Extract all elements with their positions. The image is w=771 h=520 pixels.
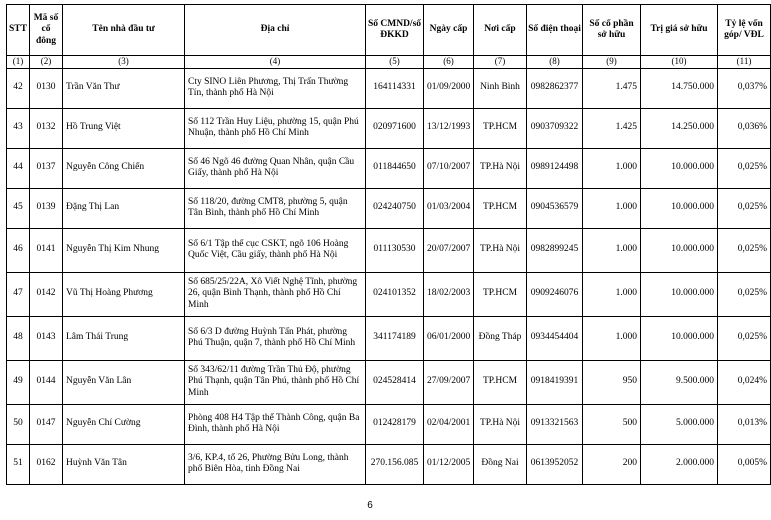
cell-issue-place: Ninh Bình bbox=[474, 68, 527, 108]
cell-value: 9.500.000 bbox=[641, 360, 718, 404]
cell-phone: 0613952052 bbox=[527, 444, 583, 484]
cell-stt: 43 bbox=[7, 108, 30, 148]
cell-id-number: 024101352 bbox=[366, 272, 424, 316]
cell-value: 5.000.000 bbox=[641, 404, 718, 444]
cell-shares: 1.475 bbox=[583, 68, 641, 108]
column-number: (11) bbox=[718, 56, 771, 69]
cell-stt: 46 bbox=[7, 228, 30, 272]
cell-value: 14.750.000 bbox=[641, 68, 718, 108]
cell-code: 0143 bbox=[30, 316, 63, 360]
cell-issue-date: 18/02/2003 bbox=[424, 272, 474, 316]
header-shares: Số cổ phần sở hữu bbox=[583, 5, 641, 56]
cell-address: Cty SINO Liên Phương, Thị Trấn Thường Tín, thành phố Hà Nội bbox=[185, 68, 366, 108]
cell-name: Hồ Trung Việt bbox=[63, 108, 185, 148]
cell-ratio: 0,025% bbox=[718, 316, 771, 360]
cell-address: Số 112 Trần Huy Liệu, phường 15, quận Phú Nhuận, thành phố Hồ Chí Minh bbox=[185, 108, 366, 148]
header-stt: STT bbox=[7, 5, 30, 56]
cell-name: Đặng Thị Lan bbox=[63, 188, 185, 228]
cell-id-number: 020971600 bbox=[366, 108, 424, 148]
cell-code: 0142 bbox=[30, 272, 63, 316]
cell-issue-date: 02/04/2001 bbox=[424, 404, 474, 444]
cell-ratio: 0,037% bbox=[718, 68, 771, 108]
table-row bbox=[7, 360, 771, 404]
header-row bbox=[7, 5, 771, 56]
cell-code: 0162 bbox=[30, 444, 63, 484]
cell-phone: 0903709322 bbox=[527, 108, 583, 148]
cell-id-number: 011130530 bbox=[366, 228, 424, 272]
cell-address: Số 46 Ngõ 46 đường Quan Nhân, quận Cầu Giấy, thành phố Hà Nội bbox=[185, 148, 366, 188]
cell-issue-date: 13/12/1993 bbox=[424, 108, 474, 148]
cell-issue-date: 27/09/2007 bbox=[424, 360, 474, 404]
cell-issue-date: 06/01/2000 bbox=[424, 316, 474, 360]
cell-shares: 1.000 bbox=[583, 316, 641, 360]
column-number: (1) bbox=[7, 56, 30, 69]
cell-phone: 0909246076 bbox=[527, 272, 583, 316]
cell-stt: 49 bbox=[7, 360, 30, 404]
cell-issue-date: 01/09/2000 bbox=[424, 68, 474, 108]
cell-name: Nguyễn Chí Cường bbox=[63, 404, 185, 444]
cell-code: 0137 bbox=[30, 148, 63, 188]
table-row bbox=[7, 188, 771, 228]
cell-id-number: 270.156.085 bbox=[366, 444, 424, 484]
header-shareholder-code: Mã số cổ đông bbox=[30, 5, 63, 56]
cell-issue-date: 20/07/2007 bbox=[424, 228, 474, 272]
cell-ratio: 0,013% bbox=[718, 404, 771, 444]
cell-shares: 1.000 bbox=[583, 188, 641, 228]
cell-code: 0147 bbox=[30, 404, 63, 444]
cell-name: Nguyễn Thị Kim Nhung bbox=[63, 228, 185, 272]
cell-issue-place: TP.HCM bbox=[474, 108, 527, 148]
cell-phone: 0982862377 bbox=[527, 68, 583, 108]
table-row bbox=[7, 148, 771, 188]
cell-address: Số 6/3 D đường Huỳnh Tấn Phát, phường Phú Thuận, quận 7, thành phố Hồ Chí Minh bbox=[185, 316, 366, 360]
cell-name: Nguyễn Văn Lân bbox=[63, 360, 185, 404]
cell-issue-place: TP.Hà Nội bbox=[474, 404, 527, 444]
cell-shares: 1.000 bbox=[583, 272, 641, 316]
table-row bbox=[7, 108, 771, 148]
cell-code: 0139 bbox=[30, 188, 63, 228]
cell-issue-place: Đồng Nai bbox=[474, 444, 527, 484]
header-phone: Số điện thoại bbox=[527, 5, 583, 56]
cell-value: 10.000.000 bbox=[641, 148, 718, 188]
page-number: 6 bbox=[367, 500, 373, 511]
header-id-number: Số CMND/số ĐKKD bbox=[366, 5, 424, 56]
cell-shares: 200 bbox=[583, 444, 641, 484]
shareholder-table bbox=[6, 4, 771, 485]
table-row bbox=[7, 404, 771, 444]
cell-stt: 48 bbox=[7, 316, 30, 360]
cell-issue-date: 07/10/2007 bbox=[424, 148, 474, 188]
cell-shares: 500 bbox=[583, 404, 641, 444]
cell-shares: 1.000 bbox=[583, 228, 641, 272]
header-issue-place: Nơi cấp bbox=[474, 5, 527, 56]
cell-stt: 42 bbox=[7, 68, 30, 108]
column-number: (7) bbox=[474, 56, 527, 69]
cell-stt: 45 bbox=[7, 188, 30, 228]
column-number: (2) bbox=[30, 56, 63, 69]
column-number: (3) bbox=[63, 56, 185, 69]
cell-code: 0141 bbox=[30, 228, 63, 272]
cell-name: Nguyễn Công Chiến bbox=[63, 148, 185, 188]
column-number: (4) bbox=[185, 56, 366, 69]
cell-value: 14.250.000 bbox=[641, 108, 718, 148]
cell-ratio: 0,036% bbox=[718, 108, 771, 148]
cell-issue-place: TP.HCM bbox=[474, 360, 527, 404]
cell-address: 3/6, KP.4, tổ 26, Phường Bửu Long, thành phố Biên Hòa, tỉnh Đồng Nai bbox=[185, 444, 366, 484]
header-value: Trị giá sở hữu bbox=[641, 5, 718, 56]
cell-ratio: 0,025% bbox=[718, 188, 771, 228]
cell-ratio: 0,025% bbox=[718, 148, 771, 188]
cell-code: 0132 bbox=[30, 108, 63, 148]
cell-ratio: 0,005% bbox=[718, 444, 771, 484]
cell-ratio: 0,025% bbox=[718, 272, 771, 316]
cell-id-number: 012428179 bbox=[366, 404, 424, 444]
cell-value: 10.000.000 bbox=[641, 316, 718, 360]
header-address: Địa chỉ bbox=[185, 5, 366, 56]
cell-address: Phòng 408 H4 Tập thể Thành Công, quận Ba Đình, thành phố Hà Nội bbox=[185, 404, 366, 444]
cell-name: Vũ Thị Hoàng Phương bbox=[63, 272, 185, 316]
cell-issue-place: TP.HCM bbox=[474, 188, 527, 228]
cell-shares: 1.000 bbox=[583, 148, 641, 188]
cell-stt: 50 bbox=[7, 404, 30, 444]
cell-value: 2.000.000 bbox=[641, 444, 718, 484]
cell-id-number: 164114331 bbox=[366, 68, 424, 108]
cell-id-number: 024528414 bbox=[366, 360, 424, 404]
cell-issue-date: 01/12/2005 bbox=[424, 444, 474, 484]
column-number: (9) bbox=[583, 56, 641, 69]
cell-issue-place: TP.HCM bbox=[474, 272, 527, 316]
cell-value: 10.000.000 bbox=[641, 188, 718, 228]
cell-address: Số 685/25/22A, Xô Viết Nghệ Tĩnh, phường 26, quận Bình Thạnh, thành phố Hồ Chí Minh bbox=[185, 272, 366, 316]
cell-id-number: 011844650 bbox=[366, 148, 424, 188]
cell-issue-date: 01/03/2004 bbox=[424, 188, 474, 228]
cell-issue-place: TP.Hà Nội bbox=[474, 228, 527, 272]
cell-ratio: 0,024% bbox=[718, 360, 771, 404]
cell-shares: 1.425 bbox=[583, 108, 641, 148]
cell-phone: 0918419391 bbox=[527, 360, 583, 404]
cell-code: 0144 bbox=[30, 360, 63, 404]
column-number: (8) bbox=[527, 56, 583, 69]
cell-phone: 0989124498 bbox=[527, 148, 583, 188]
cell-stt: 47 bbox=[7, 272, 30, 316]
cell-phone: 0934454404 bbox=[527, 316, 583, 360]
cell-stt: 44 bbox=[7, 148, 30, 188]
cell-stt: 51 bbox=[7, 444, 30, 484]
cell-phone: 0904536579 bbox=[527, 188, 583, 228]
cell-id-number: 024240750 bbox=[366, 188, 424, 228]
cell-address: Số 6/1 Tập thể cục CSKT, ngõ 106 Hoàng Quốc Việt, Cầu giấy, thành phố Hà Nội bbox=[185, 228, 366, 272]
cell-address: Số 118/20, đường CMT8, phường 5, quận Tân Bình, thành phố Hồ Chí Minh bbox=[185, 188, 366, 228]
cell-shares: 950 bbox=[583, 360, 641, 404]
table-row bbox=[7, 444, 771, 484]
cell-value: 10.000.000 bbox=[641, 228, 718, 272]
cell-phone: 0913321563 bbox=[527, 404, 583, 444]
header-investor-name: Tên nhà đầu tư bbox=[63, 5, 185, 56]
table-row bbox=[7, 272, 771, 316]
cell-issue-place: Đồng Tháp bbox=[474, 316, 527, 360]
header-issue-date: Ngày cấp bbox=[424, 5, 474, 56]
cell-code: 0130 bbox=[30, 68, 63, 108]
column-number: (5) bbox=[366, 56, 424, 69]
cell-phone: 0982899245 bbox=[527, 228, 583, 272]
cell-name: Lâm Thái Trung bbox=[63, 316, 185, 360]
cell-issue-place: TP.Hà Nội bbox=[474, 148, 527, 188]
column-number-row bbox=[7, 56, 771, 69]
column-number: (6) bbox=[424, 56, 474, 69]
cell-name: Huỳnh Văn Tân bbox=[63, 444, 185, 484]
column-number: (10) bbox=[641, 56, 718, 69]
table-row bbox=[7, 68, 771, 108]
cell-ratio: 0,025% bbox=[718, 228, 771, 272]
cell-address: Số 343/62/11 đường Trần Thủ Độ, phường Phú Thạnh, quận Tân Phú, thành phố Hồ Chí Minh bbox=[185, 360, 366, 404]
cell-id-number: 341174189 bbox=[366, 316, 424, 360]
table-row bbox=[7, 316, 771, 360]
table-row bbox=[7, 228, 771, 272]
header-ratio: Tỷ lệ vốn góp/ VĐL bbox=[718, 5, 771, 56]
cell-name: Trần Văn Thư bbox=[63, 68, 185, 108]
cell-value: 10.000.000 bbox=[641, 272, 718, 316]
